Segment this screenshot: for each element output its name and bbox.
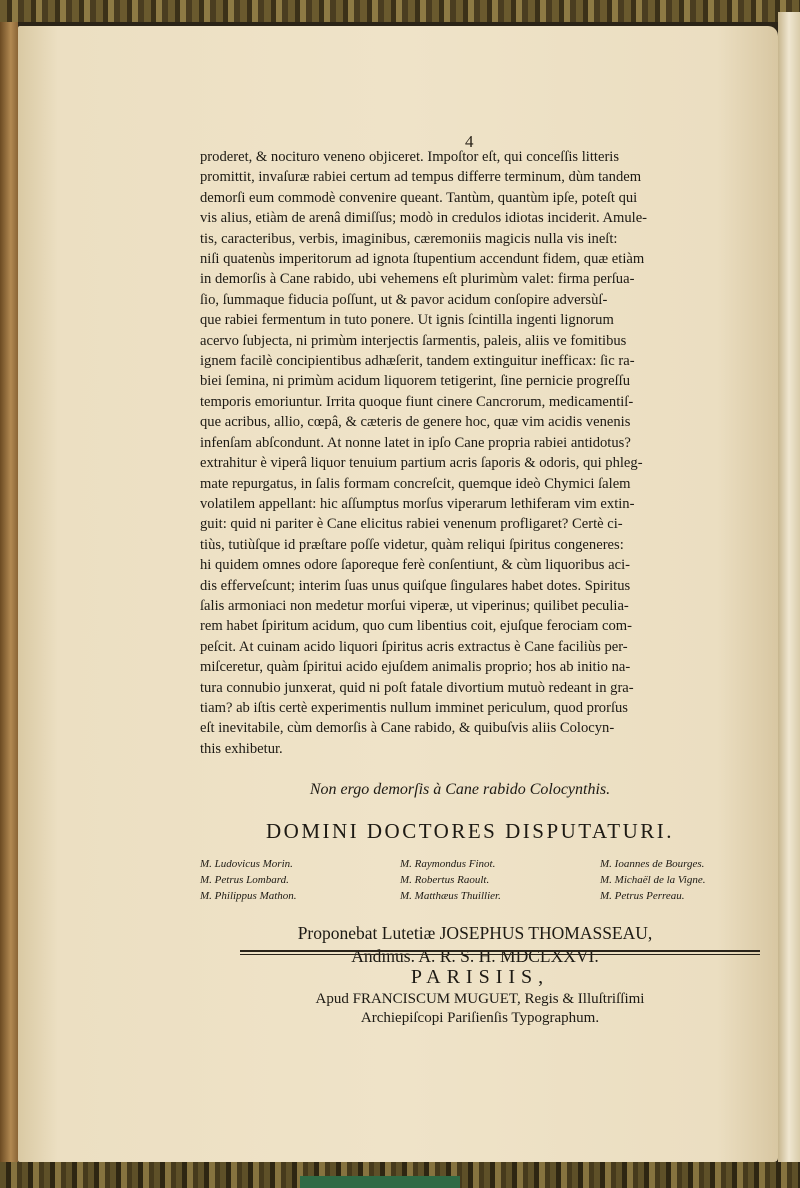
doctor-name: M. Petrus Lombard.	[200, 874, 289, 887]
thesis-conclusion: Non ergo demorſis à Cane rabido Colocynthis.	[309, 781, 611, 799]
body-line: biei ſemina, ni primùm acidum liquorem tetigerint, ſine pernicie progreſſu	[200, 373, 630, 390]
ribbon-strip	[300, 1176, 460, 1188]
page-number: 4	[465, 132, 474, 151]
body-line: acervo ſubjecta, ni primùm interjectis ſarmentis, paleis, aliis ve fomitibus	[200, 332, 627, 349]
body-line: tis, caracteribus, verbis, imaginibus, cæremoniis magicis nulla vis ineſt:	[200, 230, 618, 247]
body-line: volatilem appellant: hic aſſumptus morſus viperarum lethiferam vim extin-	[200, 495, 635, 512]
body-line: this exhibetur.	[200, 740, 283, 757]
imprint-title: Archiepiſcopi Pariſienſis Typographum.	[360, 1010, 600, 1026]
divider-rule	[240, 950, 760, 952]
page-fore-edge	[778, 12, 800, 1162]
doctor-name: M. Matthæus Thuillier.	[400, 890, 501, 903]
marbled-edge-top	[0, 0, 800, 22]
body-line: mate repurgatus, in ſalis formam concreſcit, quemque ideò Chymici ſalem	[200, 475, 631, 492]
doctor-name: M. Ioannes de Bourges.	[600, 858, 705, 871]
body-line: miſceretur, quàm ſpiritui acido ejuſdem animalis proprio; hos ab initio na-	[200, 659, 631, 676]
doctors-list	[200, 856, 755, 904]
body-line: extrahitur è viperâ liquor tenuium partium acris ſaporis & odoris, qui phleg-	[200, 455, 643, 472]
body-line: demorſi eum commodè convenire queant. Tantùm, quantùm ipſe, poteſt qui	[200, 189, 638, 206]
body-paragraph	[200, 147, 755, 759]
body-line: vis alius, etiàm de arenâ dimiſſus; modò in credulos idiotas inciderit. Amule-	[200, 210, 648, 227]
proponent-line: Proponebat Lutetiæ JOSEPHUS THOMASSEAU,	[297, 923, 653, 944]
body-line: infenſam abſcondunt. At nonne latet in ipſo Cane propria rabiei antidotus?	[200, 434, 631, 451]
proponent	[200, 922, 750, 968]
body-line: rem habet ſpiritum acidum, quo cum libentius coit, ejuſque ferociam com-	[200, 618, 633, 635]
body-line: in demorſis à Cane rabido, ubi vehemens eſt plurimùm valet: firma perſua-	[200, 271, 635, 288]
body-line: que acribus, allio, cœpâ, & cæteris de genere hoc, quæ vim acidis venenis	[200, 414, 631, 431]
body-line: proderet, & nocituro veneno objiceret. Impoſtor eſt, qui conceſſis litteris	[200, 149, 620, 165]
body-line: tiùs, tutiùſque id præſtare poſſe videtur, quàm reliqui ſpiritus congeneres:	[200, 536, 624, 553]
imprint	[200, 966, 760, 1027]
body-line: promittit, invaſuræ rabiei certum ad tempus differre terminum, dùm tandem	[200, 169, 642, 186]
doctor-name: M. Raymondus Finot.	[400, 858, 496, 871]
body-line: niſi quatenùs imperitorum ad ignota ſtupentium accendunt fidem, quæ etiàm	[200, 251, 645, 268]
imprint-city: PARISIIS,	[410, 966, 550, 988]
body-line: hi quidem omnes odore ſaporeque ferè conſentiunt, & cùm liquoribus aci-	[200, 557, 630, 574]
body-line: peſcit. At cuinam acido liquori ſpiritus acris extractus è Cane faciliùs per-	[200, 638, 628, 655]
doctor-name: M. Michaël de la Vigne.	[600, 874, 706, 887]
body-line: ignem facilè concipientibus adhæſerit, tandem extinguitur inefficax: ſic ra-	[200, 353, 635, 370]
proponent-line: Andinus. A. R. S. H. MDCLXXVI.	[351, 946, 599, 967]
body-line: eſt inevitabile, cùm demorſis à Cane rabido, & quibuſvis aliis Colocyn-	[200, 720, 615, 737]
doctor-name: M. Philippus Mathon.	[200, 890, 297, 903]
body-line: temporis emoriuntur. Irrita quoque fiunt cinere Cancrorum, medicamentiſ-	[200, 393, 634, 410]
imprint-printer: Apud FRANCISCUM MUGUET, Regis & Illuſtriſſimi	[315, 991, 645, 1007]
divider-rule-thin	[240, 954, 760, 955]
body-line: ſalis armoniaci non medetur morſui viperæ, ut viperinus; quilibet peculia-	[200, 597, 629, 614]
body-line: tiam? ab iſtis certè experimentis nullum imminet periculum, quod prorſus	[200, 699, 628, 716]
body-line: ſio, ſummaque fiducia poſſunt, ut & pavor acidum conſopire adversùſ-	[200, 291, 608, 308]
doctor-name: M. Ludovicus Morin.	[200, 858, 293, 871]
body-line: guit: quid ni pariter è Cane elicitus rabiei venenum profligaret? Certè ci-	[200, 516, 623, 533]
doctor-name: M. Robertus Raoult.	[400, 874, 490, 887]
book-spine-edge	[0, 22, 18, 1162]
body-line: que rabiei fermentum in tuto ponere. Ut ignis ſcintilla ingenti lignorum	[200, 312, 614, 329]
body-line: tura connubio junxerat, quid ni poſt fatale divortium mutuò redeant in gra-	[200, 679, 634, 696]
body-line: dis efferveſcunt; interim ſuas unus quiſque ſingulares habet dotes. Spiritus	[200, 577, 631, 594]
page-content	[200, 133, 755, 968]
doctor-name: M. Petrus Perreau.	[600, 890, 685, 903]
doctors-heading: DOMINI DOCTORES DISPUTATURI.	[265, 819, 675, 844]
